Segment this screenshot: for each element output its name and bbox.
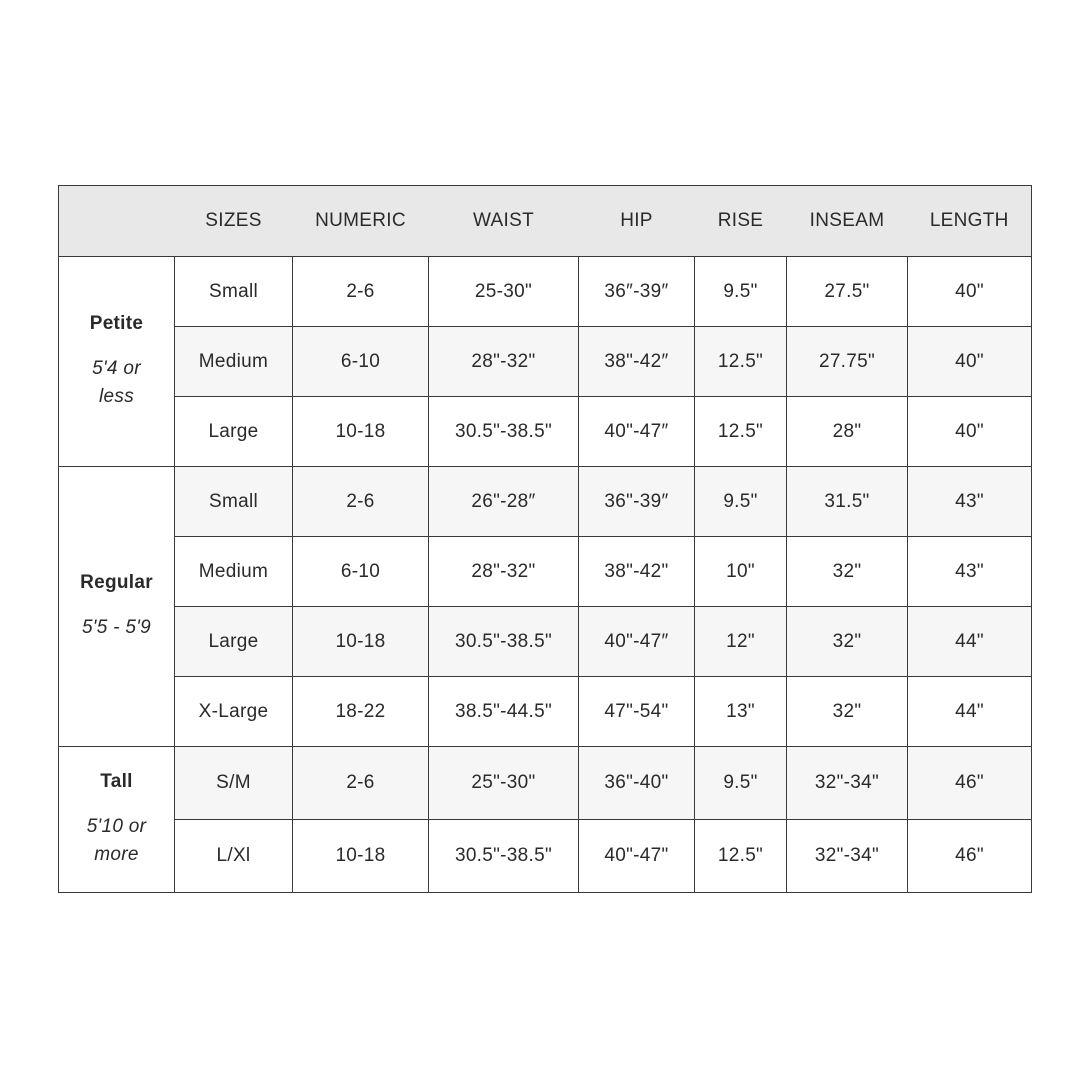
cell-rise: 12.5" [695, 820, 787, 893]
header-sizes: SIZES [175, 186, 293, 257]
cell-numeric: 6-10 [293, 327, 429, 397]
cell-inseam: 32" [787, 537, 908, 607]
table-row [59, 747, 1032, 820]
cell-inseam: 32" [787, 677, 908, 747]
cell-hip: 40"-47″ [579, 397, 695, 467]
cell-hip: 38"-42″ [579, 327, 695, 397]
table-row [59, 467, 1032, 537]
header-rise: RISE [695, 186, 787, 257]
table-row [59, 820, 1032, 893]
header-length: LENGTH [908, 186, 1032, 257]
cell-length: 44" [908, 607, 1032, 677]
cell-length: 40" [908, 397, 1032, 467]
cell-length: 43" [908, 537, 1032, 607]
group-name: Petite [89, 312, 144, 334]
cell-rise: 12.5" [695, 327, 787, 397]
group-height: 5'5 - 5'9 [81, 616, 152, 638]
group-cell-tall [59, 747, 175, 893]
cell-size: Small [175, 257, 293, 327]
cell-waist: 38.5"-44.5" [429, 677, 579, 747]
cell-numeric: 18-22 [293, 677, 429, 747]
size-chart-table [58, 185, 1032, 893]
cell-numeric: 6-10 [293, 537, 429, 607]
cell-waist: 28"-32" [429, 327, 579, 397]
group-name: Regular [80, 571, 153, 593]
group-height: 5'4 or less [92, 357, 141, 407]
table-row [59, 397, 1032, 467]
cell-size: Medium [175, 537, 293, 607]
cell-numeric: 10-18 [293, 397, 429, 467]
cell-rise: 9.5" [695, 467, 787, 537]
cell-size: Large [175, 607, 293, 677]
cell-length: 46" [908, 747, 1032, 820]
cell-waist: 30.5"-38.5" [429, 397, 579, 467]
cell-rise: 9.5" [695, 257, 787, 327]
cell-numeric: 2-6 [293, 467, 429, 537]
header-waist: WAIST [429, 186, 579, 257]
cell-rise: 10" [695, 537, 787, 607]
cell-inseam: 32"-34" [787, 820, 908, 893]
cell-numeric: 10-18 [293, 820, 429, 893]
table-row [59, 257, 1032, 327]
table-row [59, 327, 1032, 397]
cell-inseam: 27.5" [787, 257, 908, 327]
cell-hip: 40"-47″ [579, 607, 695, 677]
header-inseam: INSEAM [787, 186, 908, 257]
cell-hip: 47"-54" [579, 677, 695, 747]
table-row [59, 607, 1032, 677]
header-numeric: NUMERIC [293, 186, 429, 257]
group-cell-regular [59, 467, 175, 747]
cell-waist: 25-30" [429, 257, 579, 327]
cell-hip: 40"-47" [579, 820, 695, 893]
cell-rise: 12.5" [695, 397, 787, 467]
cell-waist: 30.5"-38.5" [429, 820, 579, 893]
table-row [59, 537, 1032, 607]
cell-numeric: 2-6 [293, 257, 429, 327]
cell-inseam: 32"-34" [787, 747, 908, 820]
table-row [59, 677, 1032, 747]
cell-numeric: 10-18 [293, 607, 429, 677]
header-group [59, 186, 175, 257]
cell-hip: 36″-39″ [579, 257, 695, 327]
header-hip: HIP [579, 186, 695, 257]
cell-hip: 38"-42" [579, 537, 695, 607]
cell-rise: 13" [695, 677, 787, 747]
cell-size: Large [175, 397, 293, 467]
cell-size: S/M [175, 747, 293, 820]
cell-length: 40" [908, 257, 1032, 327]
cell-hip: 36"-39″ [579, 467, 695, 537]
cell-length: 40" [908, 327, 1032, 397]
cell-numeric: 2-6 [293, 747, 429, 820]
cell-size: L/Xl [175, 820, 293, 893]
group-cell-petite [59, 257, 175, 467]
cell-inseam: 31.5" [787, 467, 908, 537]
cell-waist: 25"-30" [429, 747, 579, 820]
cell-size: Small [175, 467, 293, 537]
cell-inseam: 28" [787, 397, 908, 467]
cell-size: Medium [175, 327, 293, 397]
cell-length: 43" [908, 467, 1032, 537]
cell-waist: 30.5"-38.5" [429, 607, 579, 677]
group-name: Tall [100, 770, 133, 792]
cell-size: X-Large [175, 677, 293, 747]
cell-inseam: 27.75" [787, 327, 908, 397]
cell-length: 44" [908, 677, 1032, 747]
cell-waist: 26"-28″ [429, 467, 579, 537]
cell-rise: 12" [695, 607, 787, 677]
group-height: 5'10 or more [86, 815, 147, 865]
cell-hip: 36"-40" [579, 747, 695, 820]
cell-waist: 28"-32" [429, 537, 579, 607]
cell-rise: 9.5" [695, 747, 787, 820]
cell-length: 46" [908, 820, 1032, 893]
header-row [59, 186, 1032, 257]
cell-inseam: 32" [787, 607, 908, 677]
